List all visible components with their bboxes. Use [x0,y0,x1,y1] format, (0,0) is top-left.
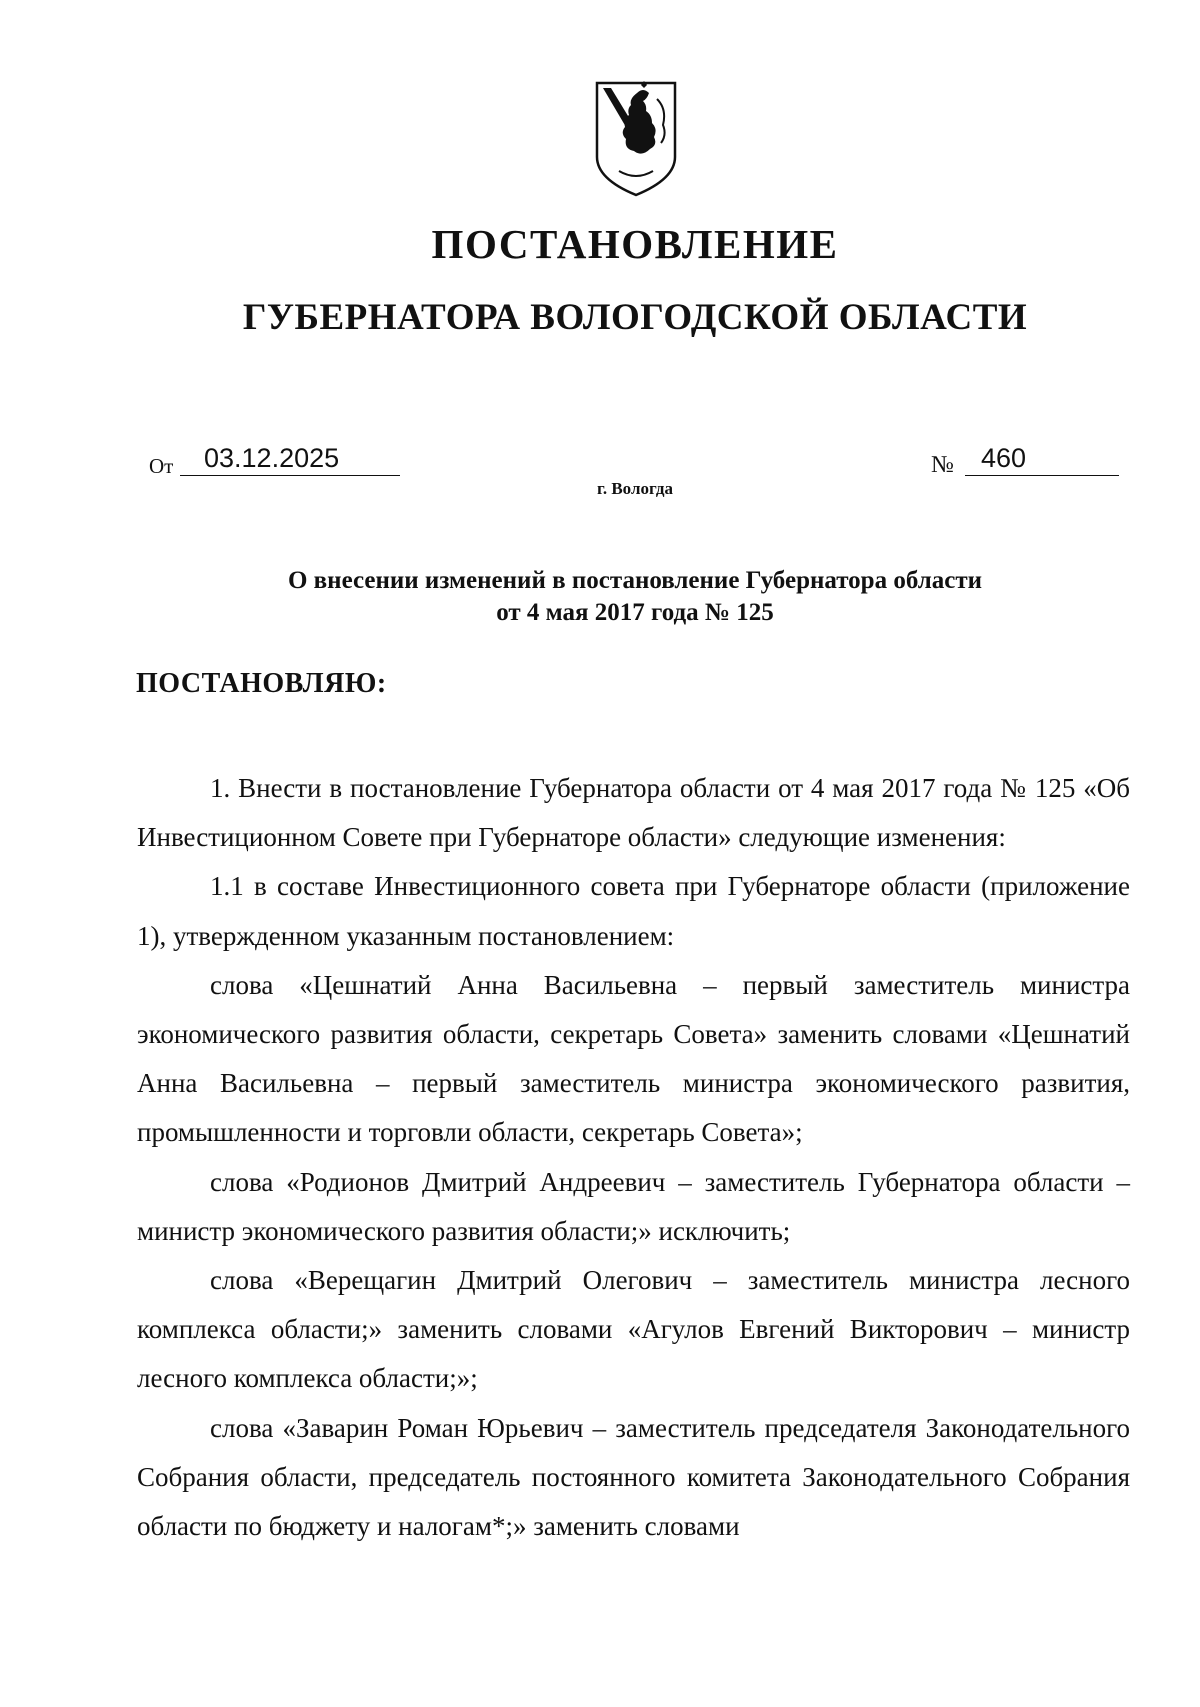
paragraph: слова «Цешнатий Анна Васильевна – первый заместитель министра экономического развития области, секретарь Совета» заменить словами «Цешнатий Анна Васильевна – первый заместитель министра экономического развития, промышленности и торговли области, секретарь Совета»; [137,969,1130,1148]
document-type-title: ПОСТАНОВЛЕНИЕ [431,221,839,267]
date-field: 03.12.2025 [180,441,400,476]
issuer-title: ГУБЕРНАТОРА ВОЛОГОДСКОЙ ОБЛАСТИ [242,297,1028,338]
number-label: № [931,452,954,478]
document-title-line: О внесении изменений в постановление Губернатора области [287,567,983,594]
date-label: От [149,454,174,478]
document-body [137,764,1130,1551]
document-title [0,565,1200,629]
coat-of-arms-icon [593,79,679,199]
paragraph: слова «Родионов Дмитрий Андреевич – заместитель Губернатора области – министр экономического развития области;» исключить; [137,1166,1130,1246]
decree-word: ПОСТАНОВЛЯЮ: [136,668,387,699]
city-label: г. Вологда [597,479,673,498]
number-field: 460 [965,441,1119,476]
document-title-line: от 4 мая 2017 года № 125 [496,599,774,626]
paragraph: слова «Заварин Роман Юрьевич – заместитель председателя Законодательного Собрания области, председатель постоянного комитета Законодательного Собрания области по бюджету и налогам*;» заменить словами [137,1412,1130,1542]
paragraph: 1.1 в составе Инвестиционного совета при Губернаторе области (приложение 1), утвержденном указанным постановлением: [137,871,1130,951]
paragraph: слова «Верещагин Дмитрий Олегович – заместитель министра лесного комплекса области;» заменить словами «Агулов Евгений Викторович – министр лесного комплекса области;»; [137,1265,1130,1394]
paragraph: 1. Внести в постановление Губернатора области от 4 мая 2017 года № 125 «Об Инвестиционном Совете при Губернаторе области» следующие изменения: [137,773,1130,853]
